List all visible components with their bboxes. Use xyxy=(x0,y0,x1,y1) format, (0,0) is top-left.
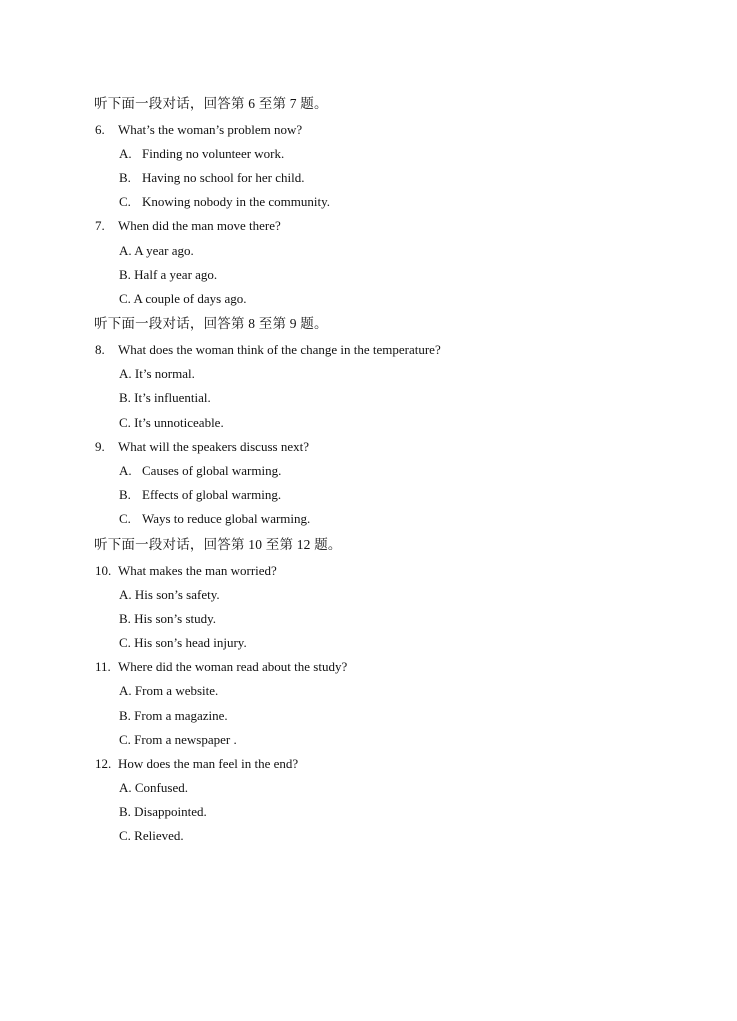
option-text: Disappointed. xyxy=(134,804,207,819)
option-letter: C. xyxy=(119,732,131,747)
option-12b xyxy=(119,804,207,820)
question-number: 11. xyxy=(95,659,111,674)
option-letter: A. xyxy=(119,243,132,258)
option-text: His son’s study. xyxy=(134,611,217,626)
question-number: 10. xyxy=(95,563,112,578)
option-10b xyxy=(119,611,216,627)
option-text: Half a year ago. xyxy=(134,267,218,282)
option-letter: A. xyxy=(119,463,132,478)
option-text: Causes of global warming. xyxy=(142,463,282,478)
option-11c xyxy=(119,732,237,748)
option-text: From a website. xyxy=(134,683,219,698)
option-10c xyxy=(119,635,247,651)
option-6b xyxy=(119,170,419,186)
option-text: Relieved. xyxy=(134,828,184,843)
option-letter: B. xyxy=(119,170,131,185)
option-text: Finding no volunteer work. xyxy=(142,146,285,161)
question-number: 9. xyxy=(95,439,105,454)
option-text: It’s normal. xyxy=(134,366,195,381)
option-text: A couple of days ago. xyxy=(133,291,247,306)
option-9a xyxy=(119,463,419,479)
section-heading: 听下面一段对话，回答第 6 至第 7 题。 xyxy=(94,96,328,111)
option-text: His son’s safety. xyxy=(134,587,220,602)
option-9c xyxy=(119,511,419,527)
question-number: 12. xyxy=(95,756,112,771)
option-letter: C. xyxy=(119,828,131,843)
option-text: From a newspaper . xyxy=(134,732,237,747)
option-letter: C. xyxy=(119,291,131,306)
option-7c xyxy=(119,291,246,307)
option-7a xyxy=(119,243,194,259)
option-6a xyxy=(119,146,419,162)
question-7 xyxy=(95,218,495,234)
option-10a xyxy=(119,587,220,603)
option-letter: B. xyxy=(119,487,131,502)
option-letter: A. xyxy=(119,683,132,698)
option-letter: A. xyxy=(119,587,132,602)
option-letter: B. xyxy=(119,804,131,819)
question-11 xyxy=(95,659,495,675)
option-letter: B. xyxy=(119,267,131,282)
question-text: How does the man feel in the end? xyxy=(118,756,299,771)
section-heading: 听下面一段对话，回答第 10 至第 12 题。 xyxy=(94,537,342,552)
question-text: Where did the woman read about the study? xyxy=(118,659,348,674)
question-text: What’s the woman’s problem now? xyxy=(118,122,303,137)
option-letter: B. xyxy=(119,390,131,405)
option-letter: A. xyxy=(119,146,132,161)
option-letter: A. xyxy=(119,366,132,381)
option-text: Effects of global warming. xyxy=(142,487,282,502)
option-letter: C. xyxy=(119,194,131,209)
option-letter: B. xyxy=(119,611,131,626)
question-number: 6. xyxy=(95,122,105,137)
option-text: Knowing nobody in the community. xyxy=(142,194,331,209)
option-6c xyxy=(119,194,419,210)
option-12a xyxy=(119,780,188,796)
option-text: Ways to reduce global warming. xyxy=(142,511,311,526)
question-6 xyxy=(95,122,495,138)
option-text: Having no school for her child. xyxy=(142,170,305,185)
option-letter: B. xyxy=(119,708,131,723)
question-text: When did the man move there? xyxy=(118,218,281,233)
option-letter: A. xyxy=(119,780,132,795)
option-text: Confused. xyxy=(134,780,188,795)
option-8c xyxy=(119,415,224,431)
option-text: From a magazine. xyxy=(134,708,228,723)
question-text: What will the speakers discuss next? xyxy=(118,439,309,454)
option-12c xyxy=(119,828,184,844)
option-7b xyxy=(119,267,217,283)
option-letter: C. xyxy=(119,415,131,430)
option-letter: C. xyxy=(119,511,131,526)
option-8a xyxy=(119,366,195,382)
option-text: It’s influential. xyxy=(134,390,211,405)
question-number: 7. xyxy=(95,218,105,233)
option-11a xyxy=(119,683,218,699)
question-12 xyxy=(95,756,495,772)
option-text: A year ago. xyxy=(134,243,194,258)
question-text: What does the woman think of the change in the temperature? xyxy=(118,342,441,357)
option-text: His son’s head injury. xyxy=(134,635,247,650)
option-letter: C. xyxy=(119,635,131,650)
question-10 xyxy=(95,563,495,579)
option-11b xyxy=(119,708,228,724)
option-text: It’s unnoticeable. xyxy=(134,415,224,430)
question-8 xyxy=(95,342,515,358)
option-9b xyxy=(119,487,419,503)
option-8b xyxy=(119,390,211,406)
section-heading: 听下面一段对话，回答第 8 至第 9 题。 xyxy=(94,316,328,331)
question-9 xyxy=(95,439,495,455)
question-text: What makes the man worried? xyxy=(118,563,277,578)
question-number: 8. xyxy=(95,342,105,357)
